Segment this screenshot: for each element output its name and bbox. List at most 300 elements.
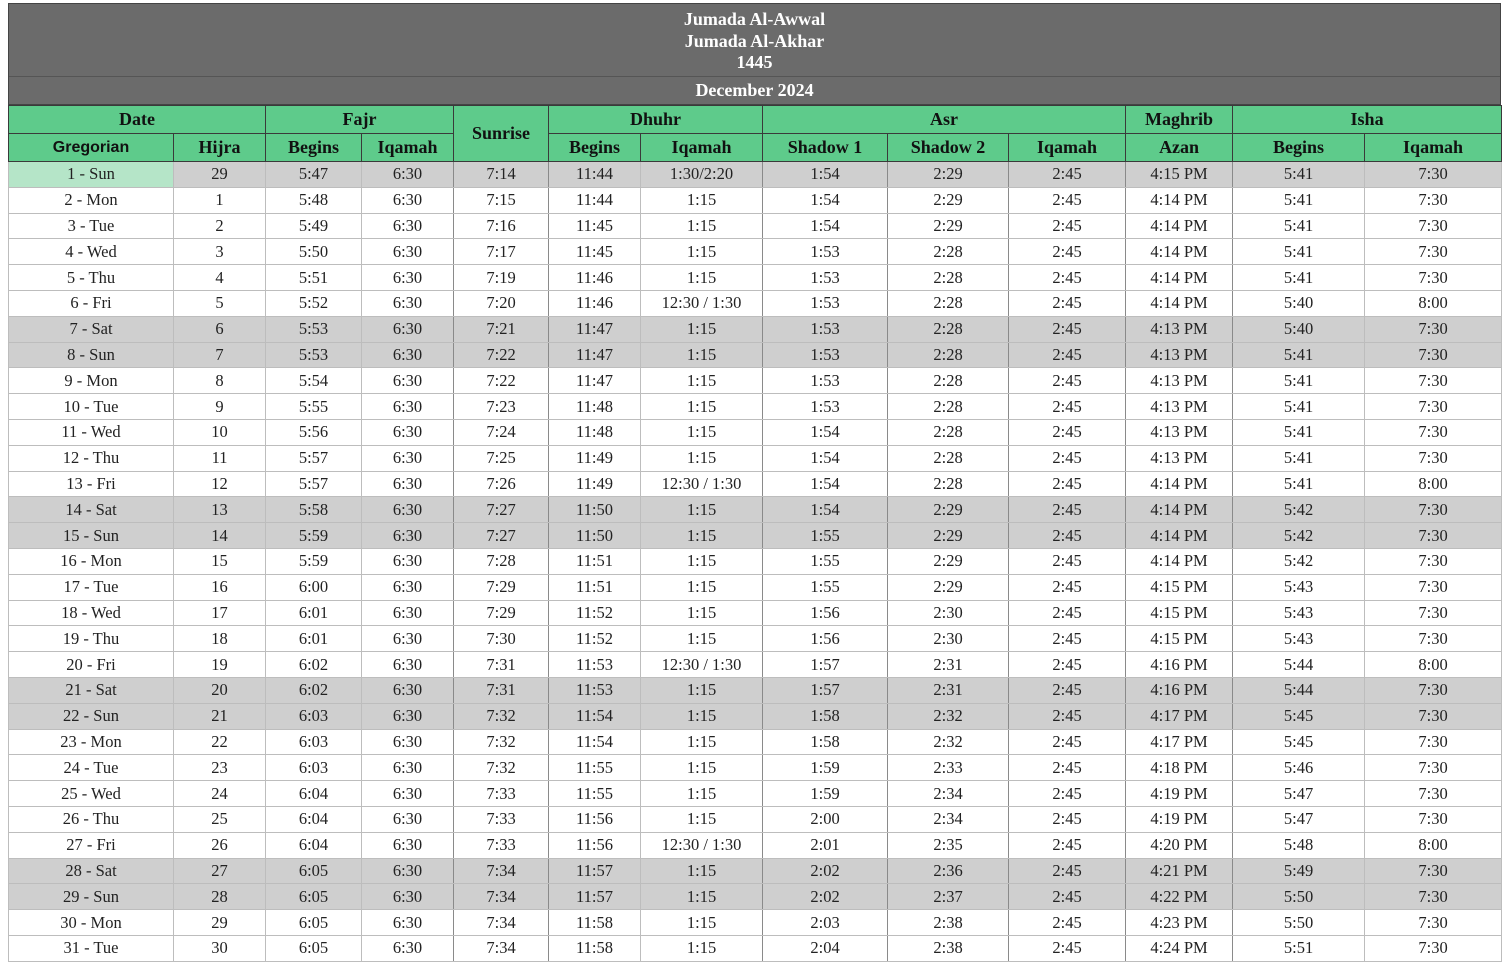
cell-isha-begins: 5:45 [1233,729,1365,755]
cell-fajr-iqamah: 6:30 [362,368,454,394]
cell-asr-shadow-2: 2:28 [888,471,1009,497]
cell-dhuhr-begins: 11:57 [549,858,641,884]
cell-maghrib-azan: 4:14 PM [1126,265,1233,291]
cell-sunrise: 7:23 [454,394,549,420]
cell-isha-iqamah: 7:30 [1365,935,1502,961]
hijri-year: 1445 [736,52,773,72]
cell-fajr-iqamah: 6:30 [362,162,454,188]
cell-fajr-begins: 6:05 [266,910,362,936]
cell-dhuhr-iqamah: 1:15 [641,574,763,600]
cell-fajr-begins: 5:54 [266,368,362,394]
cell-dhuhr-begins: 11:57 [549,884,641,910]
cell-date: 27 - Fri [9,832,174,858]
header-maghrib: Maghrib [1126,106,1233,134]
cell-dhuhr-iqamah: 1:15 [641,265,763,291]
cell-sunrise: 7:31 [454,677,549,703]
cell-asr-shadow-1: 1:55 [763,523,888,549]
cell-dhuhr-iqamah: 1:15 [641,187,763,213]
cell-sunrise: 7:32 [454,729,549,755]
cell-asr-iqamah: 2:45 [1009,910,1126,936]
cell-isha-begins: 5:43 [1233,626,1365,652]
cell-date: 4 - Wed [9,239,174,265]
cell-asr-shadow-2: 2:28 [888,419,1009,445]
cell-maghrib-azan: 4:14 PM [1126,187,1233,213]
cell-isha-begins: 5:43 [1233,600,1365,626]
cell-maghrib-azan: 4:20 PM [1126,832,1233,858]
cell-asr-shadow-2: 2:28 [888,394,1009,420]
cell-date: 2 - Mon [9,187,174,213]
cell-isha-begins: 5:40 [1233,290,1365,316]
cell-asr-shadow-2: 2:28 [888,290,1009,316]
cell-asr-shadow-1: 1:56 [763,626,888,652]
cell-date: 21 - Sat [9,677,174,703]
cell-dhuhr-begins: 11:56 [549,806,641,832]
cell-date: 31 - Tue [9,935,174,961]
subheader-fajr-begins: Begins [266,134,362,162]
table-row [9,806,1502,832]
cell-sunrise: 7:17 [454,239,549,265]
cell-dhuhr-begins: 11:44 [549,162,641,188]
subheader-dhuhr-begins: Begins [549,134,641,162]
header-isha: Isha [1233,106,1502,134]
cell-asr-shadow-2: 2:29 [888,187,1009,213]
cell-isha-iqamah: 7:30 [1365,523,1502,549]
cell-maghrib-azan: 4:15 PM [1126,574,1233,600]
table-row [9,600,1502,626]
cell-dhuhr-iqamah: 1:30/2:20 [641,162,763,188]
cell-isha-iqamah: 8:00 [1365,652,1502,678]
cell-fajr-iqamah: 6:30 [362,265,454,291]
cell-asr-shadow-1: 2:02 [763,858,888,884]
cell-sunrise: 7:26 [454,471,549,497]
cell-asr-iqamah: 2:45 [1009,703,1126,729]
cell-sunrise: 7:34 [454,858,549,884]
cell-asr-shadow-2: 2:32 [888,703,1009,729]
cell-sunrise: 7:22 [454,368,549,394]
cell-dhuhr-begins: 11:55 [549,781,641,807]
cell-maghrib-azan: 4:13 PM [1126,445,1233,471]
cell-fajr-begins: 6:00 [266,574,362,600]
cell-asr-iqamah: 2:45 [1009,497,1126,523]
table-row [9,626,1502,652]
cell-isha-begins: 5:43 [1233,574,1365,600]
cell-dhuhr-begins: 11:54 [549,729,641,755]
cell-isha-begins: 5:41 [1233,342,1365,368]
cell-fajr-begins: 5:47 [266,162,362,188]
cell-maghrib-azan: 4:15 PM [1126,600,1233,626]
cell-asr-iqamah: 2:45 [1009,213,1126,239]
cell-dhuhr-iqamah: 1:15 [641,213,763,239]
cell-hijra: 22 [174,729,266,755]
cell-dhuhr-iqamah: 1:15 [641,626,763,652]
cell-dhuhr-begins: 11:46 [549,265,641,291]
cell-dhuhr-begins: 11:51 [549,574,641,600]
cell-asr-shadow-2: 2:29 [888,548,1009,574]
cell-dhuhr-begins: 11:58 [549,935,641,961]
cell-hijra: 19 [174,652,266,678]
cell-hijra: 4 [174,265,266,291]
cell-sunrise: 7:32 [454,755,549,781]
cell-isha-begins: 5:49 [1233,858,1365,884]
cell-asr-shadow-1: 1:53 [763,265,888,291]
cell-isha-begins: 5:41 [1233,419,1365,445]
cell-sunrise: 7:34 [454,935,549,961]
cell-isha-begins: 5:45 [1233,703,1365,729]
cell-asr-shadow-1: 2:02 [763,884,888,910]
cell-fajr-iqamah: 6:30 [362,187,454,213]
cell-hijra: 1 [174,187,266,213]
cell-dhuhr-iqamah: 1:15 [641,755,763,781]
cell-asr-shadow-2: 2:36 [888,858,1009,884]
cell-maghrib-azan: 4:23 PM [1126,910,1233,936]
cell-fajr-iqamah: 6:30 [362,781,454,807]
cell-isha-iqamah: 7:30 [1365,548,1502,574]
header-asr: Asr [763,106,1126,134]
cell-fajr-begins: 6:04 [266,806,362,832]
cell-sunrise: 7:27 [454,523,549,549]
cell-maghrib-azan: 4:16 PM [1126,652,1233,678]
cell-dhuhr-iqamah: 1:15 [641,368,763,394]
cell-fajr-iqamah: 6:30 [362,703,454,729]
subheader-maghrib-azan: Azan [1126,134,1233,162]
cell-isha-iqamah: 7:30 [1365,806,1502,832]
subheader-hijra: Hijra [174,134,266,162]
cell-date: 17 - Tue [9,574,174,600]
table-row [9,316,1502,342]
cell-asr-shadow-2: 2:29 [888,497,1009,523]
cell-fajr-begins: 5:51 [266,265,362,291]
cell-dhuhr-iqamah: 1:15 [641,806,763,832]
cell-asr-iqamah: 2:45 [1009,162,1126,188]
cell-dhuhr-iqamah: 1:15 [641,910,763,936]
cell-fajr-iqamah: 6:30 [362,497,454,523]
cell-hijra: 18 [174,626,266,652]
cell-dhuhr-begins: 11:52 [549,600,641,626]
cell-asr-shadow-1: 1:58 [763,703,888,729]
cell-date: 14 - Sat [9,497,174,523]
cell-asr-shadow-1: 1:53 [763,239,888,265]
cell-isha-begins: 5:41 [1233,265,1365,291]
cell-isha-iqamah: 7:30 [1365,368,1502,394]
cell-sunrise: 7:14 [454,162,549,188]
cell-asr-iqamah: 2:45 [1009,652,1126,678]
cell-dhuhr-begins: 11:45 [549,239,641,265]
cell-maghrib-azan: 4:22 PM [1126,884,1233,910]
cell-isha-begins: 5:41 [1233,394,1365,420]
cell-hijra: 20 [174,677,266,703]
hijri-title [9,4,1500,76]
cell-hijra: 30 [174,935,266,961]
cell-asr-shadow-2: 2:30 [888,626,1009,652]
cell-isha-iqamah: 8:00 [1365,290,1502,316]
cell-fajr-begins: 6:03 [266,729,362,755]
cell-hijra: 25 [174,806,266,832]
cell-fajr-iqamah: 6:30 [362,832,454,858]
cell-sunrise: 7:33 [454,781,549,807]
cell-asr-shadow-2: 2:32 [888,729,1009,755]
cell-asr-shadow-2: 2:29 [888,574,1009,600]
cell-date: 7 - Sat [9,316,174,342]
cell-fajr-iqamah: 6:30 [362,290,454,316]
cell-sunrise: 7:34 [454,910,549,936]
cell-maghrib-azan: 4:13 PM [1126,316,1233,342]
title-block [8,3,1501,105]
cell-fajr-begins: 6:03 [266,703,362,729]
cell-fajr-begins: 5:57 [266,471,362,497]
cell-fajr-iqamah: 6:30 [362,652,454,678]
cell-isha-begins: 5:41 [1233,239,1365,265]
cell-dhuhr-begins: 11:56 [549,832,641,858]
cell-fajr-begins: 5:58 [266,497,362,523]
hijri-month-2: Jumada Al-Akhar [684,30,825,51]
cell-isha-iqamah: 7:30 [1365,910,1502,936]
cell-maghrib-azan: 4:13 PM [1126,419,1233,445]
cell-fajr-begins: 6:04 [266,781,362,807]
cell-dhuhr-iqamah: 12:30 / 1:30 [641,832,763,858]
cell-asr-iqamah: 2:45 [1009,290,1126,316]
table-row [9,290,1502,316]
cell-dhuhr-begins: 11:45 [549,213,641,239]
cell-isha-iqamah: 7:30 [1365,342,1502,368]
cell-dhuhr-begins: 11:50 [549,497,641,523]
cell-maghrib-azan: 4:14 PM [1126,471,1233,497]
cell-hijra: 11 [174,445,266,471]
cell-fajr-iqamah: 6:30 [362,884,454,910]
cell-hijra: 12 [174,471,266,497]
cell-fajr-begins: 5:50 [266,239,362,265]
cell-dhuhr-iqamah: 1:15 [641,935,763,961]
cell-isha-iqamah: 7:30 [1365,316,1502,342]
table-row [9,703,1502,729]
cell-asr-shadow-1: 1:53 [763,368,888,394]
cell-hijra: 10 [174,419,266,445]
cell-asr-shadow-1: 1:58 [763,729,888,755]
cell-hijra: 26 [174,832,266,858]
cell-isha-begins: 5:41 [1233,445,1365,471]
cell-sunrise: 7:28 [454,548,549,574]
cell-isha-iqamah: 7:30 [1365,677,1502,703]
cell-asr-shadow-1: 1:59 [763,755,888,781]
cell-fajr-iqamah: 6:30 [362,316,454,342]
cell-dhuhr-iqamah: 1:15 [641,523,763,549]
cell-date: 30 - Mon [9,910,174,936]
subheader-isha-begins: Begins [1233,134,1365,162]
cell-hijra: 14 [174,523,266,549]
cell-isha-begins: 5:44 [1233,652,1365,678]
cell-asr-shadow-2: 2:28 [888,265,1009,291]
table-row [9,394,1502,420]
cell-fajr-iqamah: 6:30 [362,910,454,936]
cell-dhuhr-iqamah: 1:15 [641,419,763,445]
cell-fajr-begins: 6:05 [266,884,362,910]
cell-asr-iqamah: 2:45 [1009,445,1126,471]
cell-hijra: 24 [174,781,266,807]
cell-asr-shadow-1: 2:00 [763,806,888,832]
cell-sunrise: 7:25 [454,445,549,471]
cell-fajr-begins: 6:02 [266,652,362,678]
cell-isha-iqamah: 7:30 [1365,729,1502,755]
cell-maghrib-azan: 4:15 PM [1126,626,1233,652]
cell-fajr-iqamah: 6:30 [362,677,454,703]
cell-asr-shadow-2: 2:28 [888,368,1009,394]
cell-dhuhr-begins: 11:48 [549,394,641,420]
cell-dhuhr-begins: 11:47 [549,368,641,394]
cell-hijra: 15 [174,548,266,574]
cell-asr-shadow-1: 2:01 [763,832,888,858]
cell-asr-iqamah: 2:45 [1009,419,1126,445]
cell-isha-iqamah: 7:30 [1365,703,1502,729]
cell-dhuhr-begins: 11:53 [549,677,641,703]
cell-sunrise: 7:31 [454,652,549,678]
subheader-asr-iqamah: Iqamah [1009,134,1126,162]
subheader-shadow-2: Shadow 2 [888,134,1009,162]
cell-sunrise: 7:29 [454,600,549,626]
cell-isha-begins: 5:44 [1233,677,1365,703]
gregorian-month-title: December 2024 [9,76,1500,105]
cell-maghrib-azan: 4:15 PM [1126,162,1233,188]
subheader-shadow-1: Shadow 1 [763,134,888,162]
cell-date: 13 - Fri [9,471,174,497]
cell-asr-shadow-1: 1:53 [763,394,888,420]
cell-isha-begins: 5:41 [1233,187,1365,213]
header-dhuhr: Dhuhr [549,106,763,134]
cell-asr-shadow-1: 1:54 [763,471,888,497]
cell-date: 8 - Sun [9,342,174,368]
cell-date: 26 - Thu [9,806,174,832]
cell-isha-begins: 5:50 [1233,910,1365,936]
cell-isha-iqamah: 7:30 [1365,858,1502,884]
cell-sunrise: 7:29 [454,574,549,600]
cell-date: 11 - Wed [9,419,174,445]
cell-fajr-begins: 5:59 [266,523,362,549]
cell-sunrise: 7:22 [454,342,549,368]
cell-fajr-begins: 6:05 [266,935,362,961]
cell-fajr-iqamah: 6:30 [362,419,454,445]
cell-hijra: 16 [174,574,266,600]
cell-isha-begins: 5:41 [1233,162,1365,188]
cell-maghrib-azan: 4:17 PM [1126,729,1233,755]
cell-isha-begins: 5:51 [1233,935,1365,961]
table-row [9,832,1502,858]
cell-asr-iqamah: 2:45 [1009,316,1126,342]
cell-fajr-begins: 5:56 [266,419,362,445]
cell-fajr-begins: 5:53 [266,342,362,368]
table-row [9,368,1502,394]
cell-isha-iqamah: 7:30 [1365,626,1502,652]
cell-fajr-begins: 6:05 [266,858,362,884]
cell-fajr-iqamah: 6:30 [362,600,454,626]
cell-isha-begins: 5:42 [1233,523,1365,549]
cell-isha-iqamah: 8:00 [1365,471,1502,497]
cell-sunrise: 7:24 [454,419,549,445]
cell-hijra: 5 [174,290,266,316]
cell-isha-begins: 5:41 [1233,368,1365,394]
cell-sunrise: 7:19 [454,265,549,291]
cell-dhuhr-iqamah: 1:15 [641,497,763,523]
cell-sunrise: 7:33 [454,832,549,858]
cell-asr-shadow-2: 2:37 [888,884,1009,910]
cell-hijra: 8 [174,368,266,394]
cell-asr-shadow-1: 1:56 [763,600,888,626]
cell-isha-begins: 5:41 [1233,213,1365,239]
table-row [9,497,1502,523]
cell-dhuhr-begins: 11:44 [549,187,641,213]
cell-dhuhr-begins: 11:52 [549,626,641,652]
cell-date: 25 - Wed [9,781,174,807]
cell-fajr-begins: 5:52 [266,290,362,316]
cell-dhuhr-begins: 11:58 [549,910,641,936]
cell-dhuhr-begins: 11:49 [549,445,641,471]
subheader-fajr-iqamah: Iqamah [362,134,454,162]
cell-asr-shadow-2: 2:34 [888,781,1009,807]
header-date: Date [9,106,266,134]
cell-dhuhr-iqamah: 12:30 / 1:30 [641,652,763,678]
cell-asr-shadow-2: 2:31 [888,677,1009,703]
cell-fajr-begins: 5:48 [266,187,362,213]
cell-isha-iqamah: 7:30 [1365,574,1502,600]
cell-dhuhr-iqamah: 1:15 [641,600,763,626]
cell-sunrise: 7:32 [454,703,549,729]
cell-dhuhr-begins: 11:51 [549,548,641,574]
cell-fajr-begins: 5:49 [266,213,362,239]
cell-asr-iqamah: 2:45 [1009,781,1126,807]
cell-asr-iqamah: 2:45 [1009,548,1126,574]
cell-dhuhr-iqamah: 1:15 [641,729,763,755]
table-row [9,652,1502,678]
cell-maghrib-azan: 4:13 PM [1126,394,1233,420]
cell-fajr-iqamah: 6:30 [362,342,454,368]
cell-asr-shadow-1: 1:54 [763,187,888,213]
cell-asr-iqamah: 2:45 [1009,239,1126,265]
cell-hijra: 7 [174,342,266,368]
cell-asr-iqamah: 2:45 [1009,265,1126,291]
cell-asr-iqamah: 2:45 [1009,471,1126,497]
cell-dhuhr-iqamah: 1:15 [641,677,763,703]
cell-hijra: 2 [174,213,266,239]
cell-asr-shadow-1: 1:55 [763,574,888,600]
cell-maghrib-azan: 4:16 PM [1126,677,1233,703]
cell-asr-shadow-2: 2:30 [888,600,1009,626]
cell-isha-begins: 5:40 [1233,316,1365,342]
cell-asr-shadow-2: 2:29 [888,162,1009,188]
cell-dhuhr-iqamah: 1:15 [641,781,763,807]
cell-sunrise: 7:20 [454,290,549,316]
cell-fajr-begins: 6:03 [266,755,362,781]
cell-sunrise: 7:15 [454,187,549,213]
cell-isha-begins: 5:42 [1233,548,1365,574]
cell-maghrib-azan: 4:18 PM [1126,755,1233,781]
prayer-timetable-sheet [8,3,1501,962]
cell-fajr-iqamah: 6:30 [362,935,454,961]
table-row [9,239,1502,265]
cell-asr-iqamah: 2:45 [1009,626,1126,652]
cell-asr-shadow-1: 1:54 [763,445,888,471]
cell-fajr-begins: 6:04 [266,832,362,858]
cell-dhuhr-begins: 11:46 [549,290,641,316]
cell-asr-shadow-2: 2:38 [888,910,1009,936]
cell-isha-iqamah: 7:30 [1365,600,1502,626]
cell-asr-shadow-1: 1:54 [763,497,888,523]
table-row [9,523,1502,549]
cell-dhuhr-iqamah: 12:30 / 1:30 [641,290,763,316]
cell-asr-iqamah: 2:45 [1009,858,1126,884]
table-row [9,781,1502,807]
table-row [9,419,1502,445]
cell-isha-iqamah: 7:30 [1365,162,1502,188]
cell-date: 23 - Mon [9,729,174,755]
cell-dhuhr-iqamah: 1:15 [641,858,763,884]
cell-hijra: 17 [174,600,266,626]
